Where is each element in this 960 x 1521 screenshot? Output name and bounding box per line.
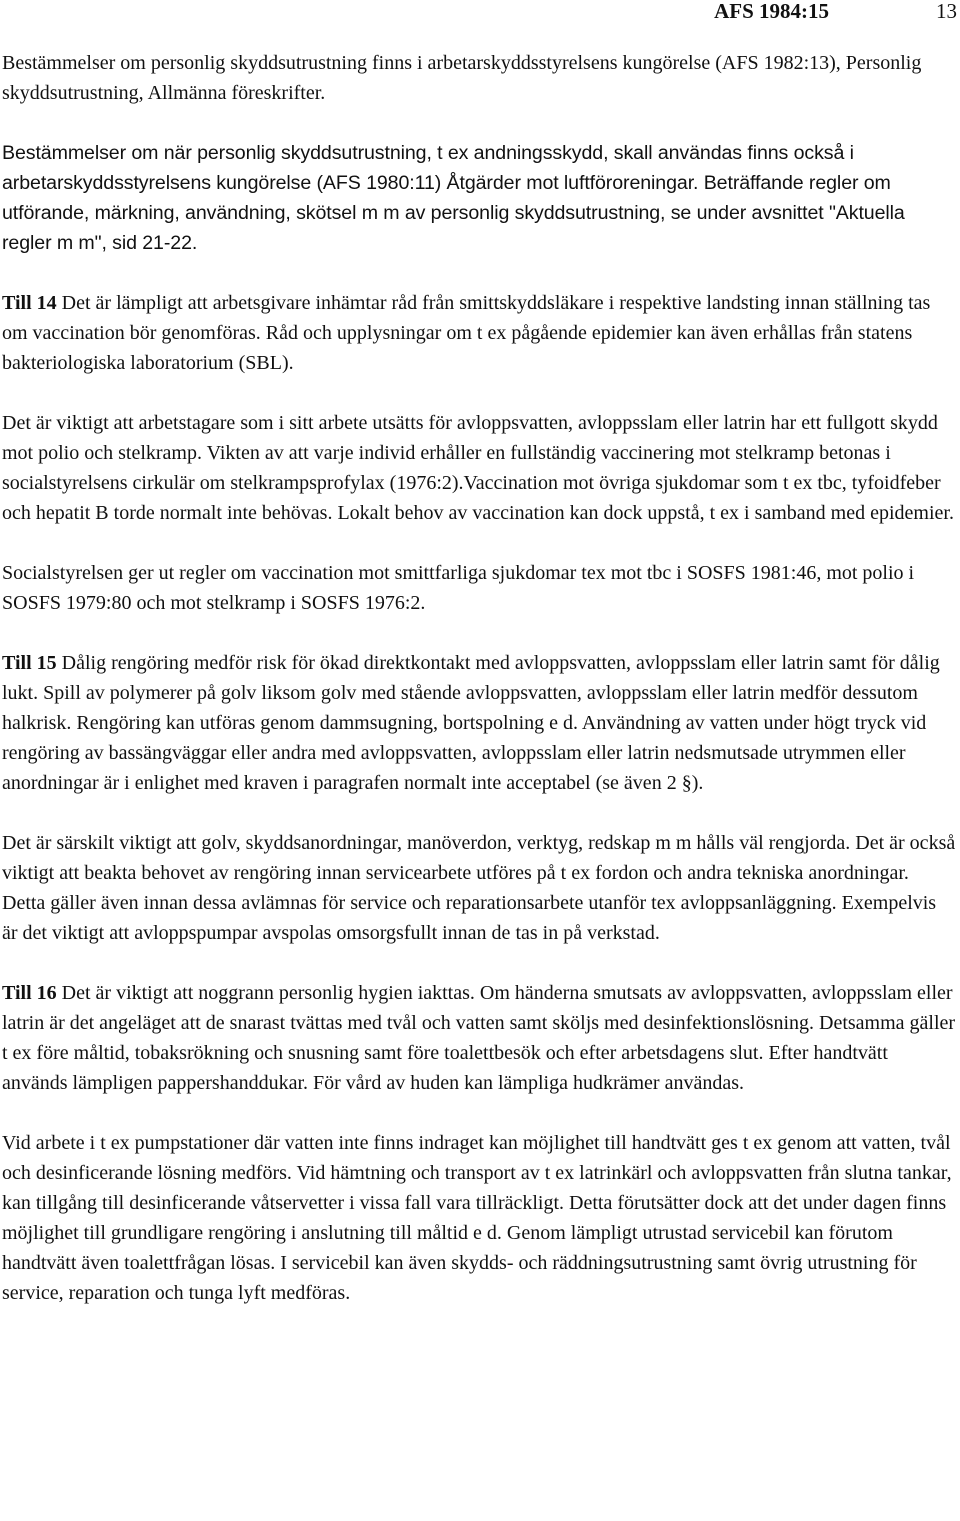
paragraph-text: Det är viktigt att noggrann personlig hygien iakttas. Om händerna smutsats av avloppsvatten, avloppsslam eller latrin är det angeläget att de snarast tvättas med tvål och vatten samt sköljs med desinfektionslösning. Detsamma gäller t ex före måltid, tobaksrökning och snusning samt före toalettbesök och efter arbetsdagens slut. Efter handtvätt används lämpligen pappershanddukar. För vård av huden kan lämpliga hudkrämer användas. (2, 982, 956, 1094)
paragraph-text: Dålig rengöring medför risk för ökad direktkontakt med avloppsvatten, avloppsslam eller latrin samt för dålig lukt. Spill av polymerer på golv liksom golv med stående avloppsvatten, avloppsslam eller latrin medför dessutom halkrisk. Rengöring kan utföras genom dammsugning, bortspolning e d. Användning av vatten under högt tryck vid rengöring av bassängväggar eller andra med avloppsvatten, avloppsslam eller latrin nedsmutsade utrymmen eller anordningar är i enlighet med kraven i paragrafen normalt inte acceptabel (se även 2 §). (2, 652, 940, 794)
document-id: AFS 1984:15 (714, 0, 829, 23)
paragraph-till-16 (2, 978, 956, 1098)
paragraph-socialstyrelsen (2, 558, 956, 618)
paragraph-text: Socialstyrelsen ger ut regler om vaccination mot smittfarliga sjukdomar tex mot tbc i SOSFS 1981:46, mot polio i SOSFS 1979:80 och mot stelkramp i SOSFS 1976:2. (2, 562, 915, 614)
paragraph-vaccination (2, 408, 956, 528)
paragraph-text: Bestämmelser om när personlig skyddsutrustning, t ex andningsskydd, skall användas finns också i arbetarskyddsstyrelsens kungörelse (AFS 1980:11) Åtgärder mot luftföroreningar. Beträffande regler om utförande, märkning, användning, skötsel m m av personlig skyddsutrustning, se under avsnittet "Aktuella regler m m", sid 21-22. (2, 142, 905, 254)
paragraph-till-14 (2, 288, 956, 378)
section-label: Till 14 (2, 292, 57, 314)
paragraph-text: Bestämmelser om personlig skyddsutrustning finns i arbetarskyddsstyrelsens kungörelse (AFS 1982:13), Personlig skyddsutrustning, Allmänna föreskrifter. (2, 52, 922, 104)
paragraph-respiratory-protection (2, 138, 956, 258)
paragraph-text: Det är viktigt att arbetstagare som i sitt arbete utsätts för avloppsvatten, avloppsslam eller latrin har ett fullgott skydd mot polio och stelkramp. Vikten av att varje individ erhåller en fullständig vaccinering mot stelkramp betonas i socialstyrelsens cirkulär om stelkrampsprofylax (1976:2).Vaccination mot övriga sjukdomar som t ex tbc, tyfoidfeber och hepatit B torde normalt inte behövas. Lokalt behov av vaccination kan dock uppstå, t ex i samband med epidemier. (2, 412, 954, 524)
paragraph-text: Det är särskilt viktigt att golv, skyddsanordningar, manöverdon, verktyg, redskap m m hålls väl rengjorda. Det är också viktigt att beakta behovet av rengöring innan servicearbete utföres på t ex fordon och andra tekniska anordningar. Detta gäller även innan dessa avlämnas för service och reparationsarbete utanför tex avloppsanläggning. Exempelvis är det viktigt att avloppspumpar avspolas omsorgsfullt innan de tas in på verkstad. (2, 832, 956, 944)
paragraph-personal-protective-equipment (2, 48, 956, 108)
page-header (0, 0, 960, 26)
paragraph-text: Vid arbete i t ex pumpstationer där vatten inte finns indraget kan möjlighet till handtvätt ges t ex genom att vatten, tvål och desinficerande lösning medförs. Vid hämtning och transport av t ex latrinkärl och avloppsvatten från slutna tankar, kan tillgång till desinficerande våtservetter i vissa fall vara tillräckligt. Detta förutsätter dock att det under dagen finns möjlighet till grundligare rengöring i anslutning till måltid e d. Genom lämpligt utrustad servicebil kan förutom handtvätt även toalettfrågan lösas. I servicebil kan även skydds- och räddningsutrustning samt övrig utrustning för service, reparation och tunga lyft medföras. (2, 1132, 952, 1304)
section-label: Till 16 (2, 982, 57, 1004)
page-number: 13 (936, 0, 957, 23)
paragraph-text: Det är lämpligt att arbetsgivare inhämtar råd från smittskyddsläkare i respektive landsting innan ställning tas om vaccination bör genomföras. Råd och upplysningar om t ex pågående epidemier kan även erhållas från statens bakteriologiska laboratorium (SBL). (2, 292, 931, 374)
paragraph-till-15 (2, 648, 956, 798)
paragraph-pump-stations (2, 1128, 956, 1308)
document-body (2, 48, 956, 1338)
section-label: Till 15 (2, 652, 57, 674)
paragraph-cleaning (2, 828, 956, 948)
